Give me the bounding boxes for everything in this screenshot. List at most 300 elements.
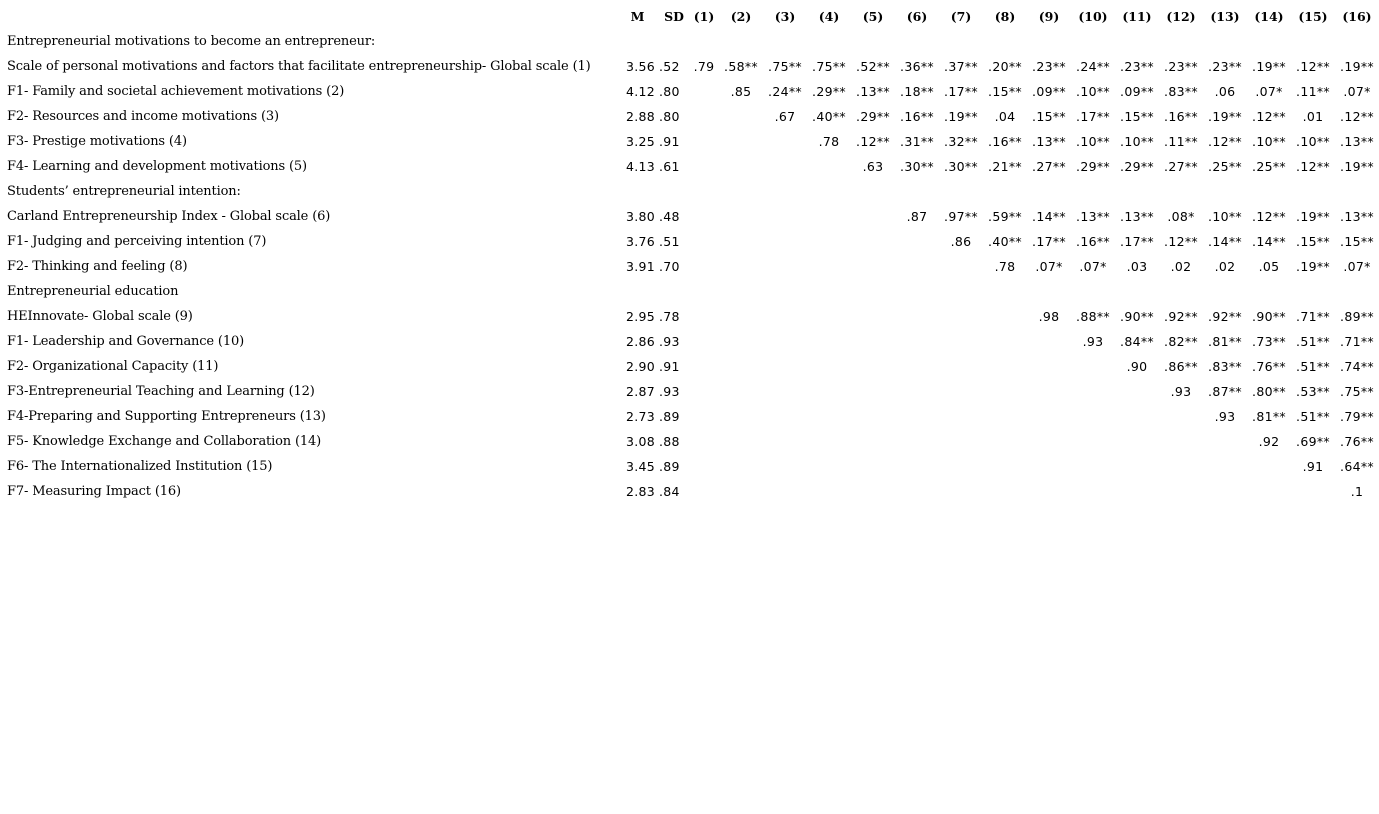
column-header: (1) bbox=[693, 9, 715, 24]
correlation-cell: .83** bbox=[1164, 84, 1198, 99]
correlation-cell: .86 bbox=[950, 234, 972, 249]
correlation-cell: .51** bbox=[1296, 359, 1330, 374]
correlation-cell bbox=[1027, 429, 1071, 454]
table-row bbox=[4, 479, 1379, 504]
mean-value: 2.90 bbox=[625, 359, 655, 374]
correlation-cell bbox=[851, 304, 895, 329]
table-row bbox=[4, 454, 1379, 479]
correlation-cell bbox=[851, 379, 895, 404]
correlation-cell: .91 bbox=[1302, 459, 1324, 474]
correlation-cell bbox=[763, 429, 807, 454]
mean-value: 3.76 bbox=[625, 234, 655, 249]
table-row bbox=[4, 79, 1379, 104]
correlation-cell: .75** bbox=[768, 59, 802, 74]
correlation-cell: .58** bbox=[724, 59, 758, 74]
correlation-cell bbox=[1159, 454, 1203, 479]
section-title: Entrepreneurial motivations to become an entrepreneur: bbox=[7, 34, 376, 49]
correlation-cell: .31** bbox=[900, 134, 934, 149]
column-header: (14) bbox=[1254, 9, 1284, 24]
correlation-cell: .51** bbox=[1296, 334, 1330, 349]
column-header: (9) bbox=[1038, 9, 1060, 24]
correlation-cell bbox=[1115, 379, 1159, 404]
correlation-cell: .19** bbox=[1340, 159, 1374, 174]
correlation-cell: .12** bbox=[1252, 109, 1286, 124]
correlation-cell bbox=[719, 379, 763, 404]
correlation-cell bbox=[939, 304, 983, 329]
correlation-cell: .63 bbox=[862, 159, 884, 174]
table-row bbox=[4, 379, 1379, 404]
correlation-cell bbox=[689, 429, 719, 454]
header-label-column bbox=[4, 4, 616, 29]
correlation-cell bbox=[807, 154, 851, 179]
correlation-cell: .40** bbox=[812, 109, 846, 124]
correlation-cell: .11** bbox=[1164, 134, 1198, 149]
correlation-cell: .97** bbox=[944, 209, 978, 224]
mean-value: 4.13 bbox=[625, 159, 655, 174]
correlation-cell bbox=[895, 404, 939, 429]
correlation-cell bbox=[1115, 479, 1159, 504]
correlation-cell: .15** bbox=[1032, 109, 1066, 124]
correlation-cell bbox=[851, 479, 895, 504]
sd-value: .61 bbox=[659, 159, 680, 174]
correlation-cell bbox=[895, 354, 939, 379]
correlation-cell bbox=[719, 104, 763, 129]
correlation-cell: .08* bbox=[1167, 209, 1195, 224]
correlation-cell bbox=[1071, 429, 1115, 454]
correlation-cell bbox=[689, 204, 719, 229]
correlation-cell: .24** bbox=[1076, 59, 1110, 74]
correlation-cell: .13** bbox=[1076, 209, 1110, 224]
column-header: (12) bbox=[1166, 9, 1196, 24]
correlation-cell bbox=[689, 79, 719, 104]
correlation-cell bbox=[807, 354, 851, 379]
correlation-cell bbox=[851, 454, 895, 479]
correlation-cell: .36** bbox=[900, 59, 934, 74]
correlation-cell: .76** bbox=[1340, 434, 1374, 449]
correlation-cell bbox=[1071, 404, 1115, 429]
correlation-cell: .89** bbox=[1340, 309, 1374, 324]
correlation-cell bbox=[719, 229, 763, 254]
table-body bbox=[4, 29, 1379, 504]
variable-label: F2- Resources and income motivations (3) bbox=[7, 109, 279, 124]
correlation-cell: .12** bbox=[856, 134, 890, 149]
correlation-cell: .90** bbox=[1120, 309, 1154, 324]
correlation-cell: .92** bbox=[1208, 309, 1242, 324]
correlation-cell: .87** bbox=[1208, 384, 1242, 399]
table-row bbox=[4, 104, 1379, 129]
variable-label: F1- Judging and perceiving intention (7) bbox=[7, 234, 267, 249]
correlation-cell bbox=[807, 454, 851, 479]
correlation-cell bbox=[719, 329, 763, 354]
correlation-cell: .12** bbox=[1340, 109, 1374, 124]
correlation-cell bbox=[851, 254, 895, 279]
correlation-cell: .25** bbox=[1252, 159, 1286, 174]
correlation-cell: .29** bbox=[812, 84, 846, 99]
correlation-cell: .64** bbox=[1340, 459, 1374, 474]
correlation-cell bbox=[763, 379, 807, 404]
sd-value: .80 bbox=[659, 84, 680, 99]
correlation-cell: .69** bbox=[1296, 434, 1330, 449]
correlation-cell bbox=[719, 129, 763, 154]
correlation-cell: .14** bbox=[1208, 234, 1242, 249]
column-header: M bbox=[630, 9, 645, 24]
correlation-cell bbox=[807, 229, 851, 254]
correlation-table bbox=[4, 4, 1379, 504]
correlation-cell bbox=[763, 254, 807, 279]
correlation-cell: .78 bbox=[818, 134, 840, 149]
correlation-cell: .79** bbox=[1340, 409, 1374, 424]
correlation-cell: .12** bbox=[1296, 159, 1330, 174]
correlation-cell bbox=[763, 304, 807, 329]
sd-value: .91 bbox=[659, 359, 680, 374]
correlation-cell: .83** bbox=[1208, 359, 1242, 374]
sd-value: .51 bbox=[659, 234, 680, 249]
correlation-cell: .13** bbox=[1340, 134, 1374, 149]
correlation-cell bbox=[895, 454, 939, 479]
correlation-cell: .23** bbox=[1120, 59, 1154, 74]
correlation-cell bbox=[1291, 479, 1335, 504]
correlation-cell: .16** bbox=[1164, 109, 1198, 124]
correlation-cell: .23** bbox=[1164, 59, 1198, 74]
correlation-cell: .09** bbox=[1032, 84, 1066, 99]
correlation-cell: .80** bbox=[1252, 384, 1286, 399]
sd-value: .78 bbox=[659, 309, 680, 324]
correlation-cell: .15** bbox=[1120, 109, 1154, 124]
correlation-cell bbox=[1159, 429, 1203, 454]
correlation-cell: .17** bbox=[1076, 109, 1110, 124]
correlation-cell: .30** bbox=[944, 159, 978, 174]
correlation-cell: .15** bbox=[988, 84, 1022, 99]
correlation-cell bbox=[807, 404, 851, 429]
correlation-cell bbox=[807, 304, 851, 329]
correlation-cell: .98 bbox=[1038, 309, 1060, 324]
correlation-cell: .93 bbox=[1214, 409, 1236, 424]
correlation-cell bbox=[1159, 404, 1203, 429]
sd-value: .52 bbox=[659, 59, 680, 74]
correlation-cell: .15** bbox=[1340, 234, 1374, 249]
correlation-cell bbox=[983, 354, 1027, 379]
correlation-cell: .29** bbox=[1076, 159, 1110, 174]
mean-value: 2.86 bbox=[625, 334, 655, 349]
variable-label: F3-Entrepreneurial Teaching and Learning (12) bbox=[7, 384, 315, 399]
correlation-cell: .19** bbox=[1208, 109, 1242, 124]
correlation-cell: .29** bbox=[1120, 159, 1154, 174]
correlation-cell bbox=[1247, 454, 1291, 479]
correlation-cell: .59** bbox=[988, 209, 1022, 224]
correlation-cell bbox=[1027, 479, 1071, 504]
correlation-cell bbox=[763, 154, 807, 179]
correlation-cell bbox=[807, 429, 851, 454]
correlation-cell bbox=[807, 329, 851, 354]
correlation-cell: .15** bbox=[1296, 234, 1330, 249]
correlation-cell: .10** bbox=[1252, 134, 1286, 149]
table-row bbox=[4, 254, 1379, 279]
column-header: (2) bbox=[730, 9, 752, 24]
correlation-cell: .02 bbox=[1170, 259, 1192, 274]
correlation-cell bbox=[719, 404, 763, 429]
correlation-cell: .93 bbox=[1082, 334, 1104, 349]
correlation-cell bbox=[763, 229, 807, 254]
mean-value: 4.12 bbox=[625, 84, 655, 99]
correlation-cell: .82** bbox=[1164, 334, 1198, 349]
correlation-cell bbox=[851, 329, 895, 354]
correlation-cell: .04 bbox=[994, 109, 1016, 124]
correlation-cell bbox=[895, 479, 939, 504]
mean-value: 3.08 bbox=[625, 434, 655, 449]
variable-label: F4-Preparing and Supporting Entrepreneurs (13) bbox=[7, 409, 326, 424]
column-header: (8) bbox=[994, 9, 1016, 24]
correlation-cell: .07* bbox=[1079, 259, 1107, 274]
correlation-cell bbox=[719, 429, 763, 454]
table-row bbox=[4, 329, 1379, 354]
correlation-cell: .10** bbox=[1076, 134, 1110, 149]
correlation-cell bbox=[983, 404, 1027, 429]
variable-label: Scale of personal motivations and factors that facilitate entrepreneurship- Global scale (1) bbox=[7, 59, 591, 74]
mean-value: 2.87 bbox=[625, 384, 655, 399]
correlation-cell bbox=[689, 354, 719, 379]
correlation-cell: .27** bbox=[1164, 159, 1198, 174]
correlation-cell bbox=[939, 354, 983, 379]
correlation-cell: .07* bbox=[1343, 259, 1371, 274]
correlation-cell: .52** bbox=[856, 59, 890, 74]
correlation-cell bbox=[1071, 354, 1115, 379]
column-header: (3) bbox=[774, 9, 796, 24]
variable-label: F6- The Internationalized Institution (15) bbox=[7, 459, 273, 474]
correlation-cell: .51** bbox=[1296, 409, 1330, 424]
correlation-cell bbox=[1071, 479, 1115, 504]
variable-label: F7- Measuring Impact (16) bbox=[7, 484, 181, 499]
correlation-cell: .12** bbox=[1208, 134, 1242, 149]
correlation-cell bbox=[719, 204, 763, 229]
correlation-cell: .37** bbox=[944, 59, 978, 74]
correlation-cell: .71** bbox=[1340, 334, 1374, 349]
correlation-cell bbox=[689, 304, 719, 329]
correlation-cell: .25** bbox=[1208, 159, 1242, 174]
mean-value: 3.25 bbox=[625, 134, 655, 149]
correlation-cell bbox=[895, 429, 939, 454]
correlation-cell bbox=[719, 354, 763, 379]
correlation-cell: .75** bbox=[812, 59, 846, 74]
column-header: (15) bbox=[1298, 9, 1328, 24]
correlation-cell bbox=[719, 154, 763, 179]
correlation-cell bbox=[1115, 404, 1159, 429]
correlation-cell bbox=[763, 329, 807, 354]
correlation-cell bbox=[1247, 479, 1291, 504]
correlation-cell: .16** bbox=[900, 109, 934, 124]
table-row bbox=[4, 429, 1379, 454]
correlation-cell bbox=[1027, 329, 1071, 354]
correlation-cell: .16** bbox=[1076, 234, 1110, 249]
correlation-cell: .71** bbox=[1296, 309, 1330, 324]
correlation-cell: .87 bbox=[906, 209, 928, 224]
correlation-cell bbox=[763, 354, 807, 379]
correlation-cell bbox=[763, 404, 807, 429]
variable-label: F2- Organizational Capacity (11) bbox=[7, 359, 219, 374]
correlation-cell bbox=[763, 129, 807, 154]
correlation-cell bbox=[689, 329, 719, 354]
correlation-cell: .53** bbox=[1296, 384, 1330, 399]
sd-value: .93 bbox=[659, 384, 680, 399]
sd-value: .89 bbox=[659, 409, 680, 424]
correlation-cell bbox=[763, 479, 807, 504]
correlation-cell bbox=[689, 479, 719, 504]
mean-value: 2.73 bbox=[625, 409, 655, 424]
correlation-cell: .19** bbox=[1296, 259, 1330, 274]
correlation-cell: .11** bbox=[1296, 84, 1330, 99]
correlation-cell: .09** bbox=[1120, 84, 1154, 99]
correlation-cell bbox=[939, 429, 983, 454]
table-row bbox=[4, 304, 1379, 329]
correlation-cell: .10** bbox=[1120, 134, 1154, 149]
table-row bbox=[4, 154, 1379, 179]
section-header-row bbox=[4, 29, 1379, 54]
correlation-cell: .20** bbox=[988, 59, 1022, 74]
mean-value: 2.83 bbox=[625, 484, 655, 499]
mean-value: 2.88 bbox=[625, 109, 655, 124]
correlation-cell: .30** bbox=[900, 159, 934, 174]
correlation-cell: .78 bbox=[994, 259, 1016, 274]
table-row bbox=[4, 229, 1379, 254]
correlation-cell bbox=[983, 304, 1027, 329]
correlation-cell: .16** bbox=[988, 134, 1022, 149]
correlation-cell bbox=[807, 379, 851, 404]
mean-value: 3.91 bbox=[625, 259, 655, 274]
correlation-cell bbox=[807, 254, 851, 279]
correlation-cell: .90** bbox=[1252, 309, 1286, 324]
correlation-cell: .12** bbox=[1252, 209, 1286, 224]
mean-value: 3.80 bbox=[625, 209, 655, 224]
table-row bbox=[4, 404, 1379, 429]
correlation-cell bbox=[851, 229, 895, 254]
correlation-cell bbox=[851, 204, 895, 229]
correlation-cell bbox=[763, 204, 807, 229]
correlation-cell: .03 bbox=[1126, 259, 1148, 274]
correlation-cell: .02 bbox=[1214, 259, 1236, 274]
correlation-cell: .21** bbox=[988, 159, 1022, 174]
sd-value: .89 bbox=[659, 459, 680, 474]
column-header: (6) bbox=[906, 9, 928, 24]
variable-label: F4- Learning and development motivations (5) bbox=[7, 159, 307, 174]
correlation-cell: .88** bbox=[1076, 309, 1110, 324]
correlation-cell: .24** bbox=[768, 84, 802, 99]
correlation-cell: .93 bbox=[1170, 384, 1192, 399]
correlation-cell bbox=[1071, 454, 1115, 479]
correlation-cell bbox=[983, 379, 1027, 404]
correlation-cell: .06 bbox=[1214, 84, 1236, 99]
correlation-cell: .19** bbox=[944, 109, 978, 124]
sd-value: .70 bbox=[659, 259, 680, 274]
correlation-cell: .32** bbox=[944, 134, 978, 149]
variable-label: HEInnovate- Global scale (9) bbox=[7, 309, 193, 324]
correlation-cell bbox=[719, 454, 763, 479]
section-title: Entrepreneurial education bbox=[7, 284, 179, 299]
correlation-cell bbox=[1159, 479, 1203, 504]
sd-value: .91 bbox=[659, 134, 680, 149]
section-header-row bbox=[4, 279, 1379, 304]
correlation-cell bbox=[895, 329, 939, 354]
correlation-cell: .81** bbox=[1208, 334, 1242, 349]
sd-value: .48 bbox=[659, 209, 680, 224]
correlation-cell: .14** bbox=[1032, 209, 1066, 224]
correlation-cell: .13** bbox=[1120, 209, 1154, 224]
correlation-cell bbox=[895, 304, 939, 329]
correlation-cell bbox=[851, 429, 895, 454]
correlation-cell bbox=[895, 254, 939, 279]
correlation-cell bbox=[689, 379, 719, 404]
correlation-cell: .17** bbox=[944, 84, 978, 99]
variable-label: F1- Family and societal achievement motivations (2) bbox=[7, 84, 345, 99]
table-row bbox=[4, 54, 1379, 79]
correlation-cell bbox=[1203, 429, 1247, 454]
correlation-cell bbox=[1203, 454, 1247, 479]
table-header-row bbox=[4, 4, 1379, 29]
correlation-cell bbox=[895, 229, 939, 254]
correlation-cell bbox=[689, 104, 719, 129]
variable-label: F3- Prestige motivations (4) bbox=[7, 134, 187, 149]
correlation-cell: .40** bbox=[988, 234, 1022, 249]
table-row bbox=[4, 204, 1379, 229]
correlation-cell bbox=[689, 129, 719, 154]
sd-value: .80 bbox=[659, 109, 680, 124]
correlation-cell: .27** bbox=[1032, 159, 1066, 174]
column-header: (13) bbox=[1210, 9, 1240, 24]
correlation-cell bbox=[689, 229, 719, 254]
column-header: (10) bbox=[1078, 9, 1108, 24]
correlation-cell bbox=[851, 354, 895, 379]
correlation-cell bbox=[983, 479, 1027, 504]
correlation-cell bbox=[689, 454, 719, 479]
correlation-cell bbox=[1071, 379, 1115, 404]
table-row bbox=[4, 129, 1379, 154]
column-header: (7) bbox=[950, 9, 972, 24]
correlation-cell bbox=[1027, 379, 1071, 404]
correlation-cell: .29** bbox=[856, 109, 890, 124]
column-header: SD bbox=[664, 9, 684, 24]
correlation-cell: .76** bbox=[1252, 359, 1286, 374]
correlation-cell: .19** bbox=[1296, 209, 1330, 224]
correlation-cell: .13** bbox=[856, 84, 890, 99]
correlation-cell bbox=[689, 154, 719, 179]
correlation-cell: .92** bbox=[1164, 309, 1198, 324]
mean-value: 3.56 bbox=[625, 59, 655, 74]
correlation-cell bbox=[983, 454, 1027, 479]
mean-value: 3.45 bbox=[625, 459, 655, 474]
correlation-cell bbox=[939, 454, 983, 479]
correlation-cell: .85 bbox=[730, 84, 752, 99]
correlation-cell bbox=[939, 329, 983, 354]
correlation-cell: .01 bbox=[1302, 109, 1324, 124]
correlation-cell: .07* bbox=[1035, 259, 1063, 274]
correlation-cell: .14** bbox=[1252, 234, 1286, 249]
correlation-cell: .23** bbox=[1208, 59, 1242, 74]
correlation-cell bbox=[763, 454, 807, 479]
sd-value: .93 bbox=[659, 334, 680, 349]
section-header-row bbox=[4, 179, 1379, 204]
correlation-cell bbox=[1115, 454, 1159, 479]
column-header: (4) bbox=[818, 9, 840, 24]
correlation-cell: .13** bbox=[1032, 134, 1066, 149]
correlation-cell bbox=[851, 404, 895, 429]
correlation-cell: .19** bbox=[1252, 59, 1286, 74]
correlation-cell: .75** bbox=[1340, 384, 1374, 399]
correlation-cell bbox=[895, 379, 939, 404]
correlation-cell: .05 bbox=[1258, 259, 1280, 274]
variable-label: Carland Entrepreneurship Index - Global scale (6) bbox=[7, 209, 331, 224]
correlation-cell bbox=[719, 254, 763, 279]
column-header: (16) bbox=[1342, 9, 1372, 24]
correlation-cell: .17** bbox=[1120, 234, 1154, 249]
correlation-cell bbox=[1027, 354, 1071, 379]
